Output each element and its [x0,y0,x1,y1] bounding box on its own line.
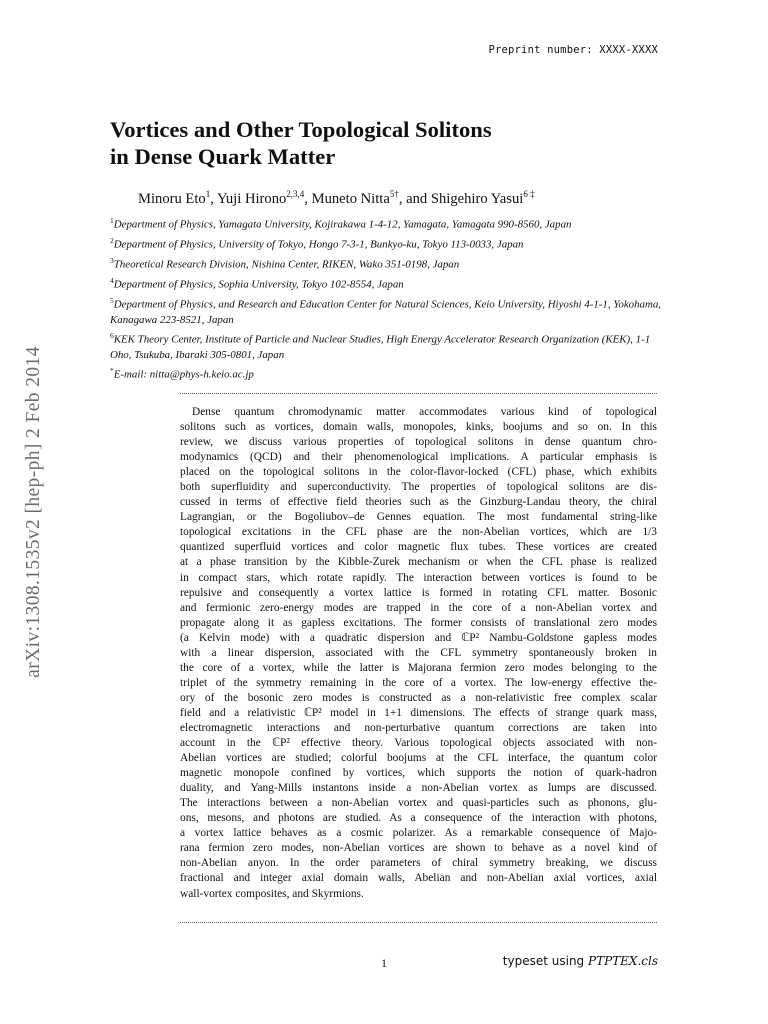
author-separator: , and [398,190,431,207]
paper-title [110,117,670,170]
affiliation-mark: 2 [110,235,114,245]
author-separator: , [210,190,217,207]
email-line [110,363,662,383]
affiliation [110,273,662,293]
abstract-line: repulsive and consequently a vortex lattice is formed in rotating CFL matter. Bosonic [180,586,657,599]
abstract-line: field and a relativistic ℂP² model in 1+1 dimensions. The effects of strange quark mass, [180,706,657,719]
affiliation-text: Department of Physics, Sophia University, Tokyo 102-8554, Japan [113,278,404,291]
abstract-line: non-Abelian anyon. In the order parameters of chiral symmetry breaking, we discuss [180,857,657,870]
affiliation-text: Department of Physics, Yamagata University, Kojirakawa 1-4-12, Yamagata, Yamagata 990-8560, Japan [113,218,572,231]
affiliation-text: Theoretical Research Division, Nishina Center, RIKEN, Wako 351-0198, Japan [113,258,460,271]
author-affil-mark: 5† [389,189,399,199]
abstract-line: (a Kelvin mode) with a quadratic dispersion and ℂP² Nambu-Goldstone gapless modes [180,631,657,644]
affiliation-text: Department of Physics, and Research and Education Center for Natural Sciences, Keio University, Hiyoshi 4-1-1, Yokohama, Kanagawa 223-8521, Japan [110,298,662,326]
affiliation-text: Department of Physics, University of Tokyo, Hongo 7-3-1, Bunkyo-ku, Tokyo 113-0033, Japan [113,238,524,251]
abstract-line: at a phase transition by the Kibble-Zurek mechanism or when the CFL phase is realized [180,556,657,569]
affiliation-mark: 3 [110,255,114,265]
title-line: in Dense Quark Matter [110,143,336,169]
author-affil-mark: 6 ‡ [523,189,535,199]
author-list [138,189,535,208]
abstract-line: triplet of the symmetry remaining in the core of a vortex. The low-energy effective the- [180,676,657,689]
author-name: Yuji Hirono [216,190,287,207]
email-text: E-mail: nitta@phys-h.keio.ac.jp [113,368,254,381]
affiliation-mark: 1 [110,216,114,225]
author-affil-mark: 1 [205,189,211,199]
abstract-line: magnetic monopole confined by vortices, which supports the notion of quark-hadron [180,767,657,780]
abstract-line: and fermionic zero-energy modes are trapped in the core of a non-Abelian vortex and [180,601,657,614]
affiliation-text: KEK Theory Center, Institute of Particle and Nuclear Studies, High Energy Accelerator Research Organization (KEK), 1-1 Oho, Tsukuba, Ibaraki 305-0801, Japan [110,333,651,361]
abstract-line: Lagrangian, or the Bogoliubov–de Gennes equation. The most fundamental string-like [180,511,657,524]
affiliation [110,293,662,328]
abstract-bottom-rule [180,922,657,923]
author-separator: , [304,190,312,207]
abstract-line: a vortex lattice behaves as a cosmic polarizer. As a remarkable consequence of Majo- [180,827,657,840]
abstract-line: topological excitations in the CFL phase are the non-Abelian vortices, which are 1/3 [180,526,657,539]
author-affil-mark: 2,3,4 [286,189,305,199]
preprint-number: Preprint number: XXXX-XXXX [488,44,658,56]
arxiv-identifier: arXiv:1308.1535v2 [hep-ph] 2 Feb 2014 [23,345,44,678]
abstract-line: Abelian vortices are studied; colorful boojums at the CFL interface, the quantum color [180,752,657,765]
typeset-note [480,954,658,968]
affiliation-mark: 4 [110,275,114,285]
typeset-prefix: typeset using [502,954,588,968]
abstract-line: with a linear dispersion, associated with the CFL symmetry spontaneously broken in [180,646,657,659]
abstract-line: ory of the bosonic zero modes is constructed as a non-relativistic free complex scalar [180,691,657,704]
abstract-line: ons, mesons, and photons are studied. As a consequence of the interaction with photons, [180,812,657,825]
abstract-line: solitons such as vortices, domain walls, monopoles, kinks, boojums and so on. In this [180,421,657,434]
page-number: 1 [381,956,387,970]
affiliation [110,213,662,233]
abstract-line: account in the ℂP² effective theory. Various topological objects associated with non- [180,737,657,750]
abstract-line: The interactions between a non-Abelian vortex and quasi-particles such as phonons, glu- [180,797,657,810]
affiliation [110,328,662,363]
affiliation-list [110,213,662,383]
abstract-line: placed on the topological solitons in the color-flavor-locked (CFL) phase, which exhibits [180,466,657,479]
abstract-line: fractional and integer axial domain walls, Abelian and non-Abelian axial vortices, axial [180,872,657,885]
abstract-line: Dense quantum chromodynamic matter accommodates various kind of topological [192,406,657,418]
abstract-line: the core of a vortex, while the latter is Majorana fermion zero modes belonging to the [180,661,657,674]
abstract-line: modynamics (QCD) and their phenomenological implications. A particular emphasis is [180,451,657,464]
abstract-top-rule [180,393,657,394]
abstract-line: in compact stars, which rotate rapidly. The interaction between vortices is found to be [180,571,657,584]
abstract-line: quantized superfluid vortices and color magnetic flux tubes. These vortices are created [180,541,657,554]
affiliation [110,253,662,273]
abstract-line: propagate along it as gapless excitations. The former consists of translational zero modes [180,616,657,629]
title-line: Vortices and Other Topological Solitons [110,117,492,142]
author-name: Shigehiro Yasui [430,190,524,207]
abstract-line: both superfluidity and superconductivity. The properties of topological solitons are dis- [180,481,657,494]
author-name: Minoru Eto [138,190,206,207]
abstract-line: review, we discuss various properties of topological solitons in dense quantum chro- [180,436,657,449]
arxiv-sidebar [14,284,54,739]
abstract-line: rana fermion zero modes, non-Abelian vortices are shown to behave as a novel kind of [180,842,657,855]
abstract-line: cussed in terms of effective field theories such as the Ginzburg-Landau theory, the chiral [180,496,657,509]
affiliation-mark: * [110,366,114,376]
abstract-line: wall-vortex composites, and Skyrmions. [180,887,364,900]
abstract [180,405,657,902]
author-name: Muneto Nitta [311,190,390,207]
abstract-line: duality, and Yang-Mills instantons inside a non-Abelian vortex as lumps are discussed. [180,782,657,795]
affiliation-mark: 5 [110,295,114,305]
typeset-class-name: PTPTEX.cls [588,954,658,968]
abstract-line: electromagnetic interactions and non-perturbative quantum corrections are taken into [180,721,657,734]
affiliation [110,233,662,253]
affiliation-mark: 6 [110,330,114,340]
